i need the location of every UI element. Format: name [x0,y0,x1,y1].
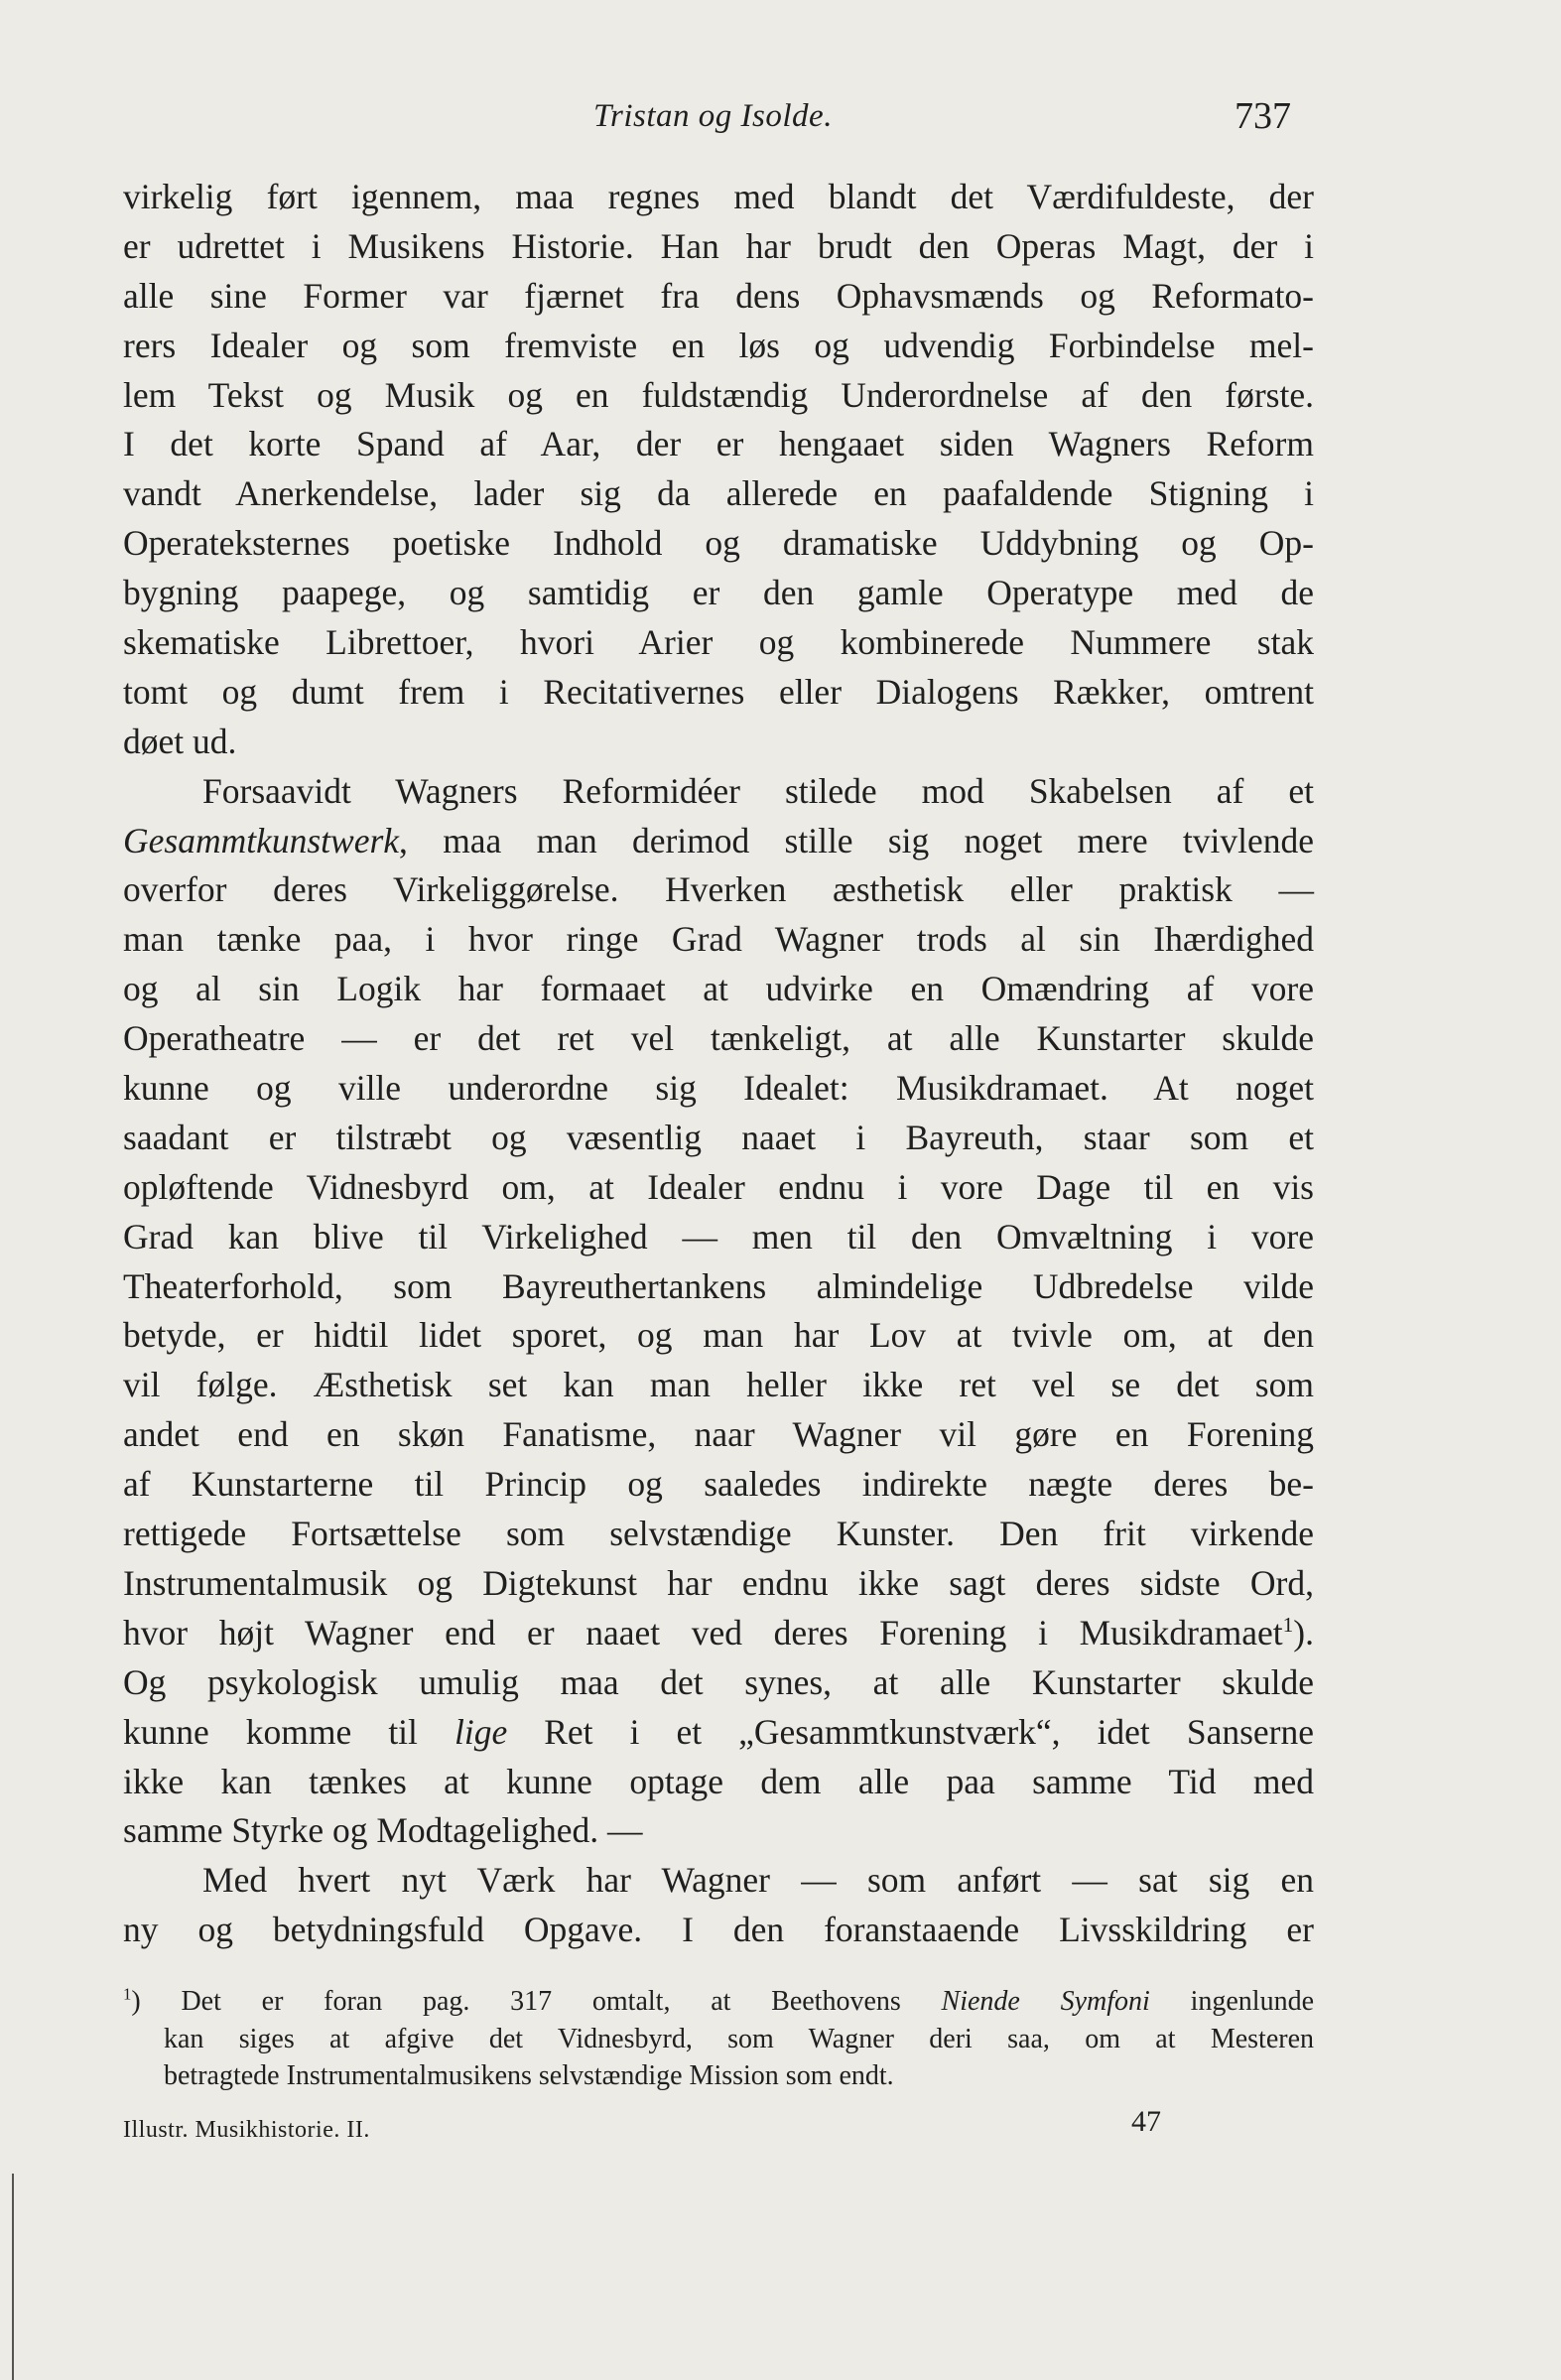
text-line: Instrumentalmusik og Digtekunst har endnu ikke sagt deres sidste Ord, [123,1562,1314,1603]
text-line: døet ud. [123,721,237,761]
text-line: Grad kan blive til Virkelighed — men til den Omvæltning i vore [123,1216,1314,1256]
sheet-number: 47 [1131,2105,1161,2138]
text-line: overfor deres Virkeliggørelse. Hverken æsthetisk eller praktisk — [123,869,1314,910]
page-number: 737 [1235,95,1291,137]
text-line: lem Tekst og Musik og en fuldstændig Underordnelse af den første. [123,374,1314,415]
text-line: skematiske Librettoer, hvori Arier og kombinerede Nummere stak [123,622,1314,663]
text-fragment: ). [1293,1612,1314,1653]
text-line: I det korte Spand af Aar, der er hengaaet siden Wagners Reform [123,424,1314,464]
text-line: vandt Anerkendelse, lader sig da allerede en paafaldende Stigning i [123,473,1314,514]
text-line: Operatheatre — er det ret vel tænkeligt, at alle Kunstarter skulde [123,1018,1314,1059]
text-line: alle sine Former var fjærnet fra dens Ophavsmænds og Reformato- [123,275,1314,316]
text-line: Theaterforhold, som Bayreuthertankens almindelige Udbredelse vilde [123,1265,1314,1306]
text-fragment: hvor højt Wagner end er naaet ved deres Forening i Musikdramaet [123,1612,1283,1653]
printer-signature: Illustr. Musikhistorie. II. [123,2117,370,2143]
text-line: og al sin Logik har formaaet at udvirke en Omændring af vore [123,969,1314,1009]
text-line: rettigede Fortsættelse som selvstændige Kunster. Den frit virkende [123,1514,1314,1554]
text-line [123,1708,1314,1758]
footnote-line: kan siges at afgive det Vidnesbyrd, som Wagner deri saa, om at Mesteren [164,2023,1314,2054]
text-line: er udrettet i Musikens Historie. Han har brudt den Operas Magt, der i [123,225,1314,266]
text-line [123,817,1314,866]
text-line: ikke kan tænkes at kunne optage dem alle paa samme Tid med [123,1761,1314,1801]
text-line: Forsaavidt Wagners Reformidéer stilede mod Skabelsen af et [202,770,1314,811]
italic-term: Gesammtkunstwerk [123,820,400,860]
running-head [0,91,1561,141]
text-line: man tænke paa, i hvor ringe Grad Wagner trods al sin Ihærdighed [123,919,1314,960]
footnote-marker: 1 [123,1984,132,2004]
footnote-fragment: ingenlunde [1149,1986,1314,2017]
text-line: af Kunstarterne til Princip og saaledes indirekte nægte deres be- [123,1464,1314,1505]
footnote [123,1983,1314,2095]
footnote-fragment: ) Det er foran pag. 317 omtalt, at Beethovens [131,1986,942,2017]
binding-edge [12,2174,14,2380]
text-line: opløftende Vidnesbyrd om, at Idealer endnu i vore Dage til en vis [123,1166,1314,1207]
text-line: vil følge. Æsthetisk set kan man heller ikke ret vel se det som [123,1365,1314,1405]
text-line: Og psykologisk umulig maa det synes, at alle Kunstarter skulde [123,1661,1314,1702]
text-line [123,1609,1314,1658]
text-line: bygning paapege, og samtidig er den gamle Operatype med de [123,573,1314,613]
text-line: Operateksternes poetiske Indhold og dramatiske Uddybning og Op- [123,523,1314,564]
footnote-line [123,1983,1314,2021]
running-title: Tristan og Isolde. [593,98,833,134]
text-line: samme Styrke og Modtagelighed. — [123,1810,643,1851]
italic-term: lige [454,1711,508,1752]
text-fragment: Ret i et „Gesammtkunstværk“, idet Sanserne [507,1711,1314,1752]
text-fragment: , maa man derimod stille sig noget mere tvivlende [399,820,1314,860]
text-line: ny og betydningsfuld Opgave. I den foranstaaende Livsskildring er [123,1910,1314,1950]
footnote-reference[interactable]: 1 [1282,1613,1294,1637]
text-line: betyde, er hidtil lidet sporet, og man har Lov at tvivle om, at den [123,1315,1314,1356]
text-line: tomt og dumt frem i Recitativernes eller Dialogens Rækker, omtrent [123,671,1314,712]
text-line: Med hvert nyt Værk har Wagner — som anført — sat sig en [202,1860,1314,1901]
text-line: saadant er tilstræbt og væsentlig naaet i Bayreuth, staar som et [123,1117,1314,1157]
body-text [123,173,1314,1955]
text-line: rers Idealer og som fremviste en løs og udvendig Forbindelse mel- [123,325,1314,365]
footnote-italic: Niende Symfoni [941,1986,1150,2017]
text-line: kunne og ville underordne sig Idealet: Musikdramaet. At noget [123,1068,1314,1109]
text-line: virkelig ført igennem, maa regnes med blandt det Værdifuldeste, der [123,177,1314,216]
text-line: andet end en skøn Fanatisme, naar Wagner vil gøre en Forening [123,1414,1314,1455]
text-fragment: kunne komme til [123,1711,455,1752]
footnote-line: betragtede Instrumentalmusikens selvstændige Mission som endt. [164,2060,894,2091]
